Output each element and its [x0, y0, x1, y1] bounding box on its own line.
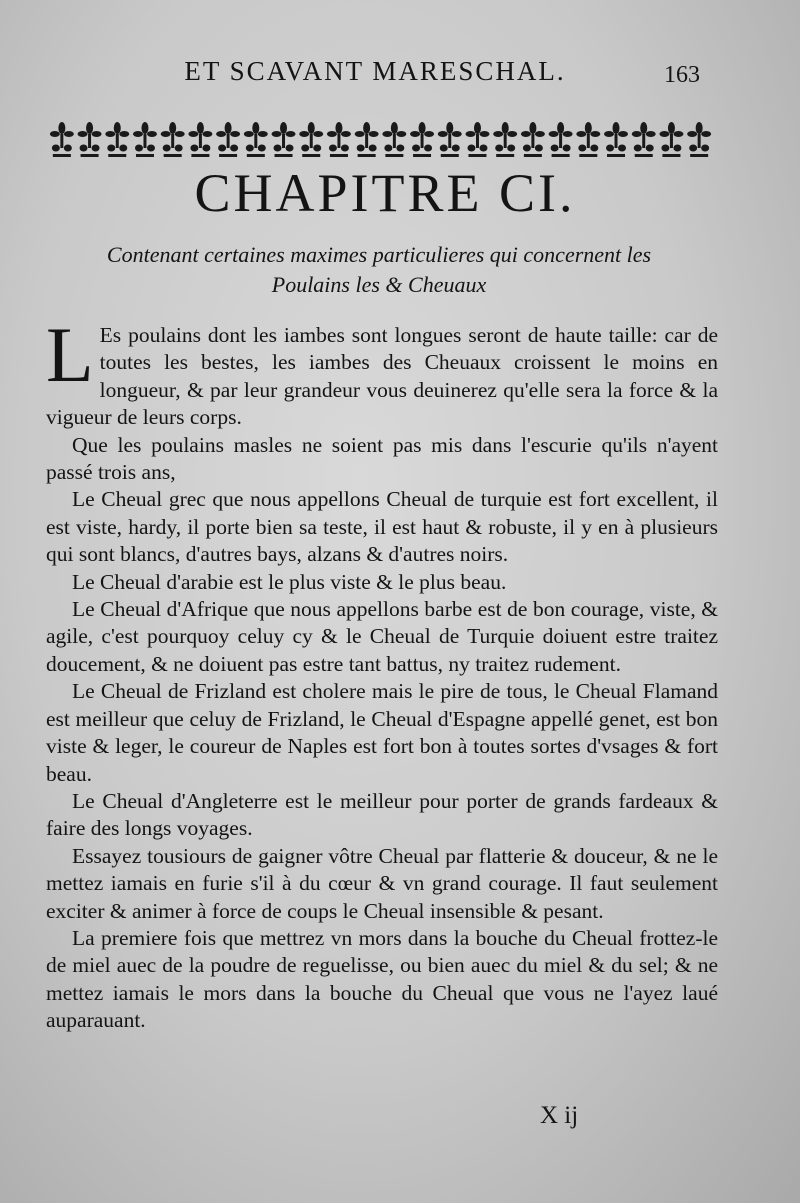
paragraph: Le Cheual d'arabie est le plus viste & le plus beau. [72, 569, 507, 594]
paragraph: Le Cheual d'Afrique que nous appellons barbe est de bon courage, viste, & agile, c'est pourquoy celuy cy & le Cheual de Turquie doiuent estre traitez doucement, & ne doiuent pas estre tant battus, ny traitez rudement. [46, 597, 718, 676]
page-number: 163 [664, 62, 700, 88]
paragraph: Essayez tousiours de gaigner vôtre Cheual par flatterie & douceur, & ne le mettez iamais en furie s'il à du cœur & vn grand courage. Il faut seulement exciter & animer à force de coups le Cheual insensible & pesant. [46, 843, 718, 923]
paragraph-text: Es poulains dont les iambes sont longues seront de haute taille: car de toutes les bestes, les iambes des Cheuaux croissent le moins en longueur, & par leur grandeur vous deuinerez qu'elle sera la force & la vigueur de leurs corps. [46, 323, 718, 430]
subtitle-line-2: Poulains les & Cheuaux [271, 272, 487, 297]
chapter-title: CHAPITRE CI. [194, 163, 576, 223]
paragraph: Le Cheual d'Angleterre est le meilleur pour porter de grands fardeaux & faire des longs voyages. [46, 788, 718, 841]
body-text [46, 311, 718, 1035]
paragraph [46, 311, 718, 432]
drop-cap: L [46, 311, 94, 398]
fleuron-band-icon [48, 118, 713, 160]
signature-mark: X ij [540, 1102, 579, 1129]
paragraph: La premiere fois que mettrez vn mors dans la bouche du Cheual frottez-le de miel auec de la poudre de reguelisse, ou bien auec du miel & du sel; & ne mettez iamais le mors dans la bouche du Cheual que vous ne l'ayez laué auparauant. [46, 925, 718, 1033]
paragraph: Le Cheual de Frizland est cholere mais le pire de tous, le Cheual Flamand est meilleur que celuy de Frizland, le Cheual d'Espagne appellé genet, est bon viste & leger, le coureur de Naples est fort bon à toutes sortes d'vsages & fort beau. [46, 679, 718, 786]
running-title: ET SCAVANT MARESCHAL. [184, 56, 566, 86]
subtitle-line-1: Contenant certaines maximes particulieres qui concernent les [106, 242, 652, 267]
paragraph: Que les poulains masles ne soient pas mis dans l'escurie qu'ils n'ayent passé trois ans, [46, 432, 718, 485]
paragraph: Le Cheual grec que nous appellons Cheual de turquie est fort excellent, il est viste, hardy, il porte bien sa teste, il est haut & robuste, il y en à plusieurs qui sont blancs, d'autres bays, alzans & d'autres noirs. [46, 487, 718, 567]
chapter-subtitle [44, 240, 714, 300]
